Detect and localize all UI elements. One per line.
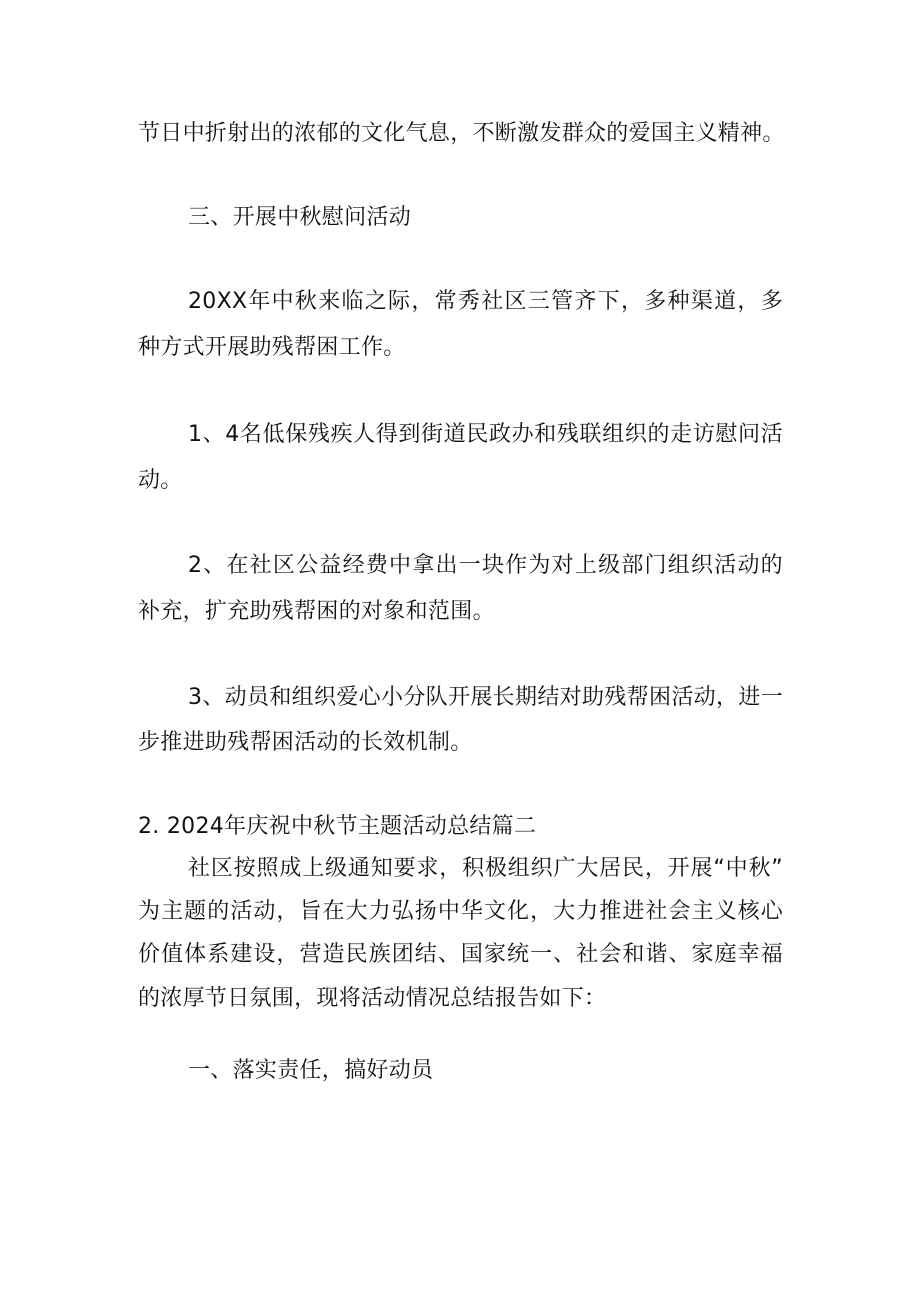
paragraph-line: 社区按照成上级通知要求，积极组织广大居民，开展“中秋” (188, 856, 783, 881)
paragraph-line: 20XX年中秋来临之际，常秀社区三管齐下，多种渠道，多 (188, 289, 783, 314)
paragraph-line: 为主题的活动，旨在大力弘扬中华文化，大力推进社会主义核心 (138, 899, 783, 924)
section-heading: 一、落实责任，搞好动员 (188, 1058, 434, 1083)
paragraph-line: 种方式开展助残帮困工作。 (138, 335, 406, 360)
list-item-line: 动。 (138, 468, 183, 493)
paragraph-line: 节日中折射出的浓郁的文化气息，不断激发群众的爱国主义精神。 (138, 121, 785, 146)
list-item-line: 3、动员和组织爱心小分队开展长期结对助残帮困活动，进一 (188, 685, 783, 710)
paragraph-line: 的浓厚节日氛围，现将活动情况总结报告如下： (138, 986, 607, 1011)
list-item-line: 1、4名低保残疾人得到街道民政办和残联组织的走访慰问活 (188, 422, 783, 447)
section-title: 2. 2024年庆祝中秋节主题活动总结篇二 (138, 814, 537, 839)
list-item-line: 补充，扩充助残帮困的对象和范围。 (138, 599, 495, 624)
section-heading: 三、开展中秋慰问活动 (188, 205, 412, 230)
paragraph-line: 价值体系建设，营造民族团结、国家统一、社会和谐、家庭幸福 (138, 942, 783, 967)
list-item-line: 2、在社区公益经费中拿出一块作为对上级部门组织活动的 (188, 553, 783, 578)
list-item-line: 步推进助残帮困活动的长效机制。 (138, 730, 473, 755)
